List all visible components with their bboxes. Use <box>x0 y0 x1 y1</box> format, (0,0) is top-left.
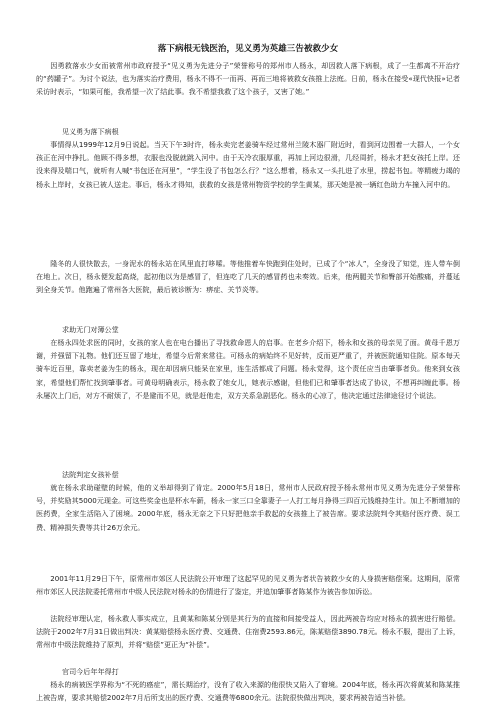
paragraph-2: 事情得从1999年12月9日说起。当天下午3时许，杨永卖完老姜骑车经过常州兰陵木器厂附近时，看到河边围着一大群人，一个女孩正在河中挣扎。他顾不得多想，衣服也没脱就跳入河中。由于天冷衣服厚重，再加上河边很滑，几经周折，杨永才把女孩托上岸。还没来得及喘口气，就听有人喊“书包还在河里”，“学生没了书包怎么行？”这么想着，杨永又一头扎进了水里，捞起书包。等精疲力竭的杨永上岸时，女孩已被人送走。事后，杨永才得知，获救的女孩是常州物资学校的学生黄某，那天她是被一辆红色助力车撞入河中的。 <box>36 140 460 189</box>
paragraph-5: 就在杨永求助碰壁的时候，他的义举却得到了肯定。2000年5月18日，常州市人民政府授予杨永常州市见义勇为先进分子荣誉称号，并奖励其5000元现金。可这些奖金也是杯水车薪，杨永一家三口全靠妻子一人打工每月挣得三四百元钱维持生计。加上不断增加的医药费，全家生活陷入了困境。2000年底，杨永无奈之下只好把他亲手救起的女孩推上了被告席。要求法院判令其赔付医疗费、误工费、精神损失费等共计26万余元。 <box>36 483 460 532</box>
paragraph-7: 法院经审理认定，杨永救人事实成立，且黄某和陈某分别是其行为的直接和间接受益人，因此两被告均应对杨永的损害进行赔偿。法院于2002年7月31日做出判决：黄某赔偿杨永医疗费、交通费、住宿费2593.86元，陈某赔偿3890.78元。杨永不服，提出了上诉，常州市中级法院维持了原判，并将“赔偿”更正为“补偿”。 <box>36 614 460 650</box>
paragraph-4: 在杨永四处求医的同时，女孩的家人也在电台播出了寻找救命恩人的启事。在老乡介绍下，杨永和女孩的母亲见了面。黄母千恩万谢，并强留下礼物。他们还互留了地址，希望今后常来常往。可杨永的病始终不见好转，反而更严重了，并被医院通知住院。原本每天骑车近百里，靠卖老姜为生的杨永，现在却因病只能呆在家里，连生活都成了问题。杨永觉得，这个责任应当由肇事者负。他来到女孩家，希望他们帮忙找到肇事者。可黄母明确表示，杨永救了她女儿，她表示感谢，但他们已和肇事者达成了协议，不想再纠缠此事。杨永屡次上门后，对方不耐烦了，不是避而不见，就是赶他走，双方关系急剧恶化。杨永的心凉了，他决定通过法律途径讨个说法。 <box>36 338 460 400</box>
paragraph-3: 隆冬的人很快散去，一身泥水的杨永站在风里直打哆嗦。等他推着车快跑到住处时，已成了个“冰人”，全身没了知觉，连人带车倒在地上。次日，杨永便发起高烧，起初他以为是感冒了，但连吃了几天的感冒药也未奏效。后来，他两腿关节和臀部开始酸痛，并蔓延到全身关节。他跑遍了常州各大医院，最后被诊断为：痹症、关节炎等。 <box>36 259 460 295</box>
paragraph-1: 因勇救落水少女而被常州市政府授予“见义勇为先进分子”荣誉称号的郑州市人杨永，却因救人落下病根，成了一生都离不开治疗的“药罐子”。为讨个说法，也为落实治疗费用，杨永不得不一而再、再而三地将被救女孩推上法庭。日前，杨永在接受«现代快报»记者采访时表示，“如果可能，我希望一次了结此事。我不希望我救了这个孩子，又害了她。” <box>36 61 460 97</box>
article-title: 落下病根无钱医治，见义勇为英雄三告被救少女 <box>157 44 339 54</box>
section-heading-1: 见义勇为落下病根 <box>62 127 119 136</box>
section-heading-3: 法院判定女孩补偿 <box>62 470 119 479</box>
section-heading-2: 求助无门对簿公堂 <box>62 325 119 334</box>
paragraph-8: 杨永的病被医学界称为“不死的癌症”，需长期治疗，没有了收入来源的他很快又陷入了窘境。2004年底，杨永再次将黄某和陈某推上被告席，要求其赔偿2002年7月后所支出的医疗费、交通费等6800余元。法院很快做出判决，要求两被告适当补偿。 <box>36 680 460 703</box>
paragraph-6: 2001年11月29日下午，原常州市郊区人民法院公开审理了这起罕见的见义勇为者状告被救少女的人身损害赔偿案。这期间，原常州市郊区人民法院委托常州市中级人民法院对杨永的伤情进行了鉴定，并追加肇事者陈某作为被告参加诉讼。 <box>36 574 460 597</box>
section-heading-4: 官司今后年年得打 <box>62 667 119 676</box>
